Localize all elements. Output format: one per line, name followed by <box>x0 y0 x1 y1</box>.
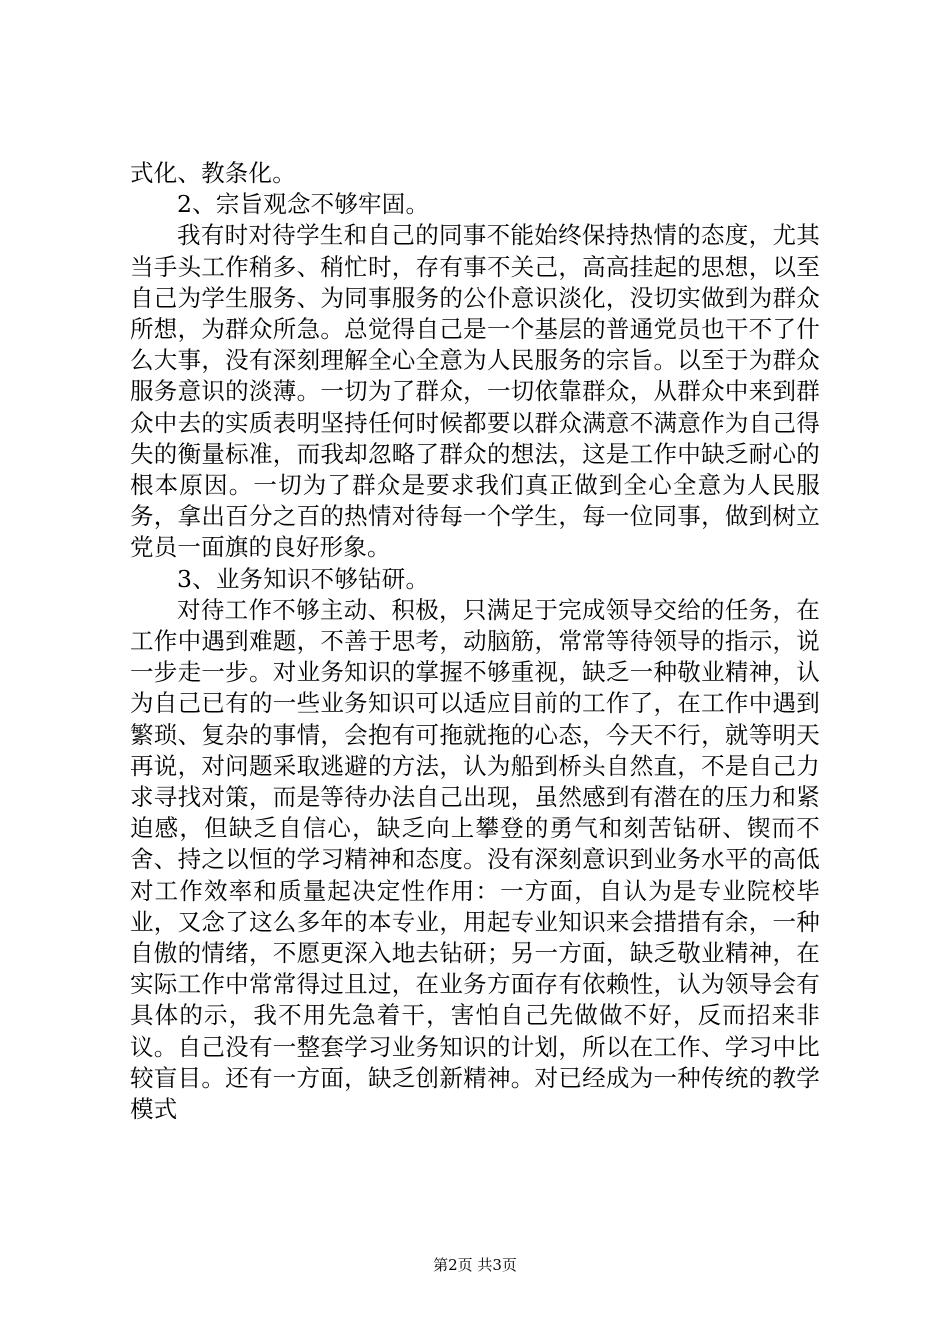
paragraph-continuation: 式化、教条化。 <box>130 159 296 187</box>
document-body <box>130 158 820 1125</box>
section-heading-business-knowledge: 3、业务知识不够钻研。 <box>177 564 430 593</box>
section-heading-purpose: 2、宗旨观念不够牢固。 <box>177 190 430 219</box>
paragraph-business-knowledge: 对待工作不够主动、积极，只满足于完成领导交给的任务，在工作中遇到难题，不善于思考，动脑筋，常常等待领导的指示，说一步走一步。对业务知识的掌握不够重视，缺乏一种敬业精神，认为自己已有的一些业务知识可以适应目前的工作了，在工作中遇到繁琐、复杂的事情，会抱有可拖就拖的心态，今天不行，就等明天再说，对问题采取逃避的方法，认为船到桥头自然直，不是自己力求寻找对策，而是等待办法自己出现，虽然感到有潜在的压力和紧迫感，但缺乏自信心，缺乏向上攀登的勇气和刻苦钻研、锲而不舍、持之以恒的学习精神和态度。没有深刻意识到业务水平的高低对工作效率和质量起决定性作用：一方面，自认为是专业院校毕业，又念了这么多年的本专业，用起专业知识来会措措有余，一种自傲的情绪，不愿更深入地去钻研；另一方面，缺乏敬业精神，在实际工作中常常得过且过，在业务方面存有依赖性，认为领导会有具体的示，我不用先急着干，害怕自己先做做不好，反而招来非议。自己没有一整套学习业务知识的计划，所以在工作、学习中比较盲目。还有一方面，缺乏创新精神。对已经成为一种传统的教学模式 <box>130 595 820 1124</box>
paragraph-purpose: 我有时对待学生和自己的同事不能始终保持热情的态度，尤其当手头工作稍多、稍忙时，存有事不关己，高高挂起的思想，以至自己为学生服务、为同事服务的公仆意识淡化，没切实做到为群众所想，为群众所急。总觉得自己是一个基层的普通党员也干不了什么大事，没有深刻理解全心全意为人民服务的宗旨。以至于为群众服务意识的淡薄。一切为了群众，一切依靠群众，从群众中来到群众中去的实质表明坚持任何时候都要以群众满意不满意作为自己得失的衡量标准，而我却忽略了群众的想法，这是工作中缺乏耐心的根本原因。一切为了群众是要求我们真正做到全心全意为人民服务，拿出百分之百的热情对待每一个学生，每一位同事，做到树立党员一面旗的良好形象。 <box>130 221 820 562</box>
page-footer: 第2页 共3页 <box>433 1256 517 1274</box>
